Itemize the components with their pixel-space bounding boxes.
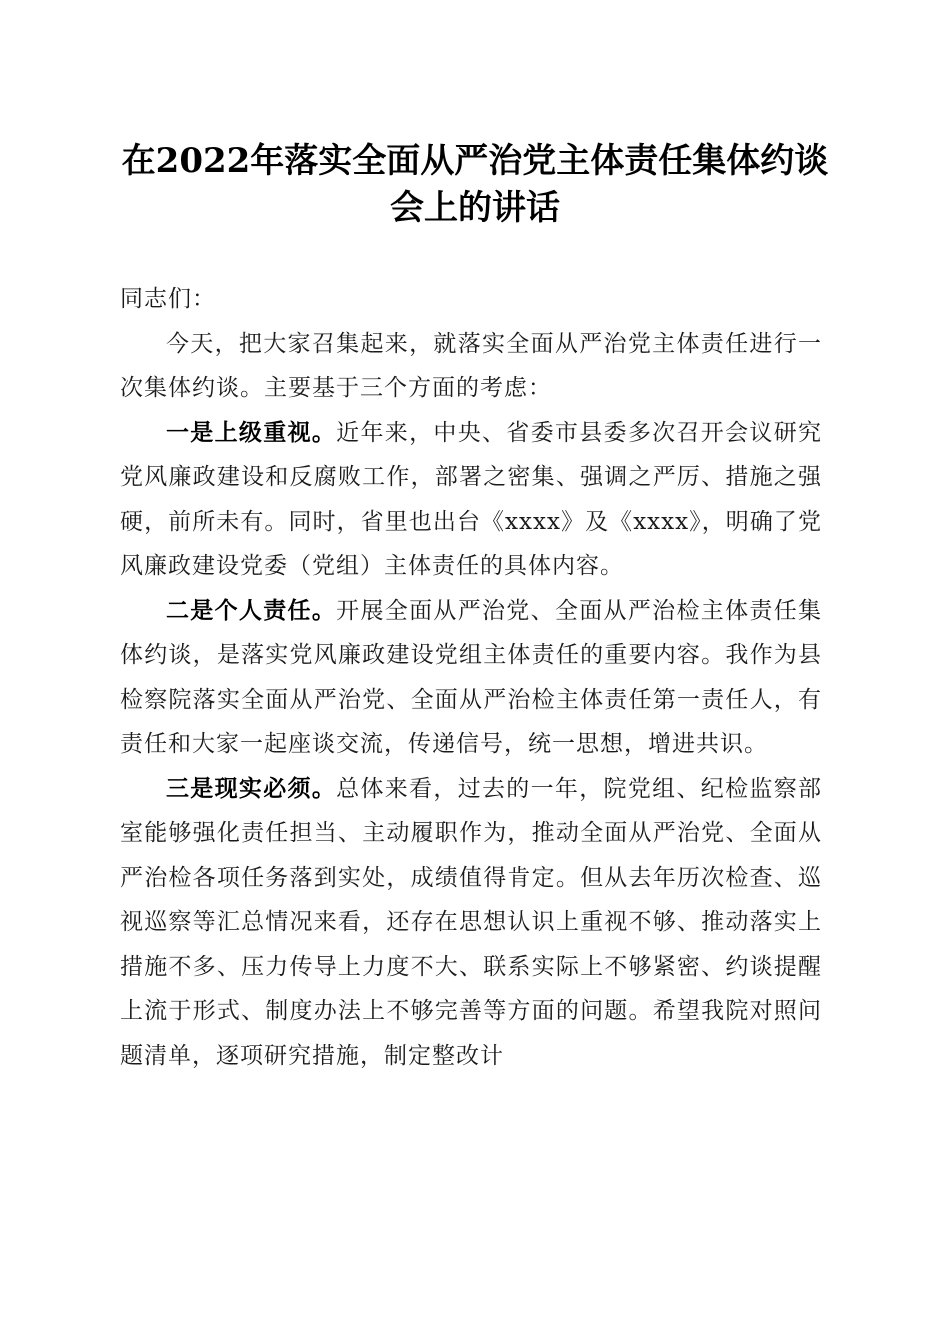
document-body — [120, 277, 822, 1078]
document-title: 在2022年落实全面从严治党主体责任集体约谈会上的讲话 — [121, 141, 829, 228]
point-lead-1: 一是上级重视。 — [166, 418, 337, 446]
point-text-3: 总体来看，过去的一年，院党组、纪检监察部室能够强化责任担当、主动履职作为，推动全面从严治党、全面从严治检各项任务落到实处，成绩值得肯定。但从去年历次检查、巡视巡察等汇总情况来看，还存在思想认识上重视不够、推动落实上措施不多、压力传导上力度不大、联系实际上不够紧密、约谈提醒上流于形式、制度办法上不够完善等方面的问题。希望我院对照问题清单，逐项研究措施，制定整改计 — [120, 775, 823, 1069]
point-paragraph-2 — [120, 589, 822, 767]
point-lead-2: 二是个人责任。 — [166, 596, 337, 624]
point-paragraph-1 — [120, 411, 822, 589]
point-text-2: 开展全面从严治党、全面从严治检主体责任集体约谈，是落实党风廉政建设党组主体责任的重要内容。我作为县检察院落实全面从严治党、全面从严治检主体责任第一责任人，有责任和大家一起座谈交流，传递信号，统一思想，增进共识。 — [120, 597, 823, 757]
salutation: 同志们： — [120, 286, 216, 312]
point-lead-3: 三是现实必须。 — [166, 774, 337, 802]
point-paragraph-3 — [120, 767, 822, 1079]
point-text-1: 近年来，中央、省委市县委多次召开会议研究党风廉政建设和反腐败工作，部署之密集、强调之严厉、措施之强硬，前所未有。同时，省里也出台《xxxx》及《xxxx》，明确了党风廉政建设党委（党组）主体责任的具体内容。 — [120, 419, 823, 579]
intro-paragraph: 今天，把大家召集起来，就落实全面从严治党主体责任进行一次集体约谈。主要基于三个方面的考虑： — [120, 330, 822, 401]
